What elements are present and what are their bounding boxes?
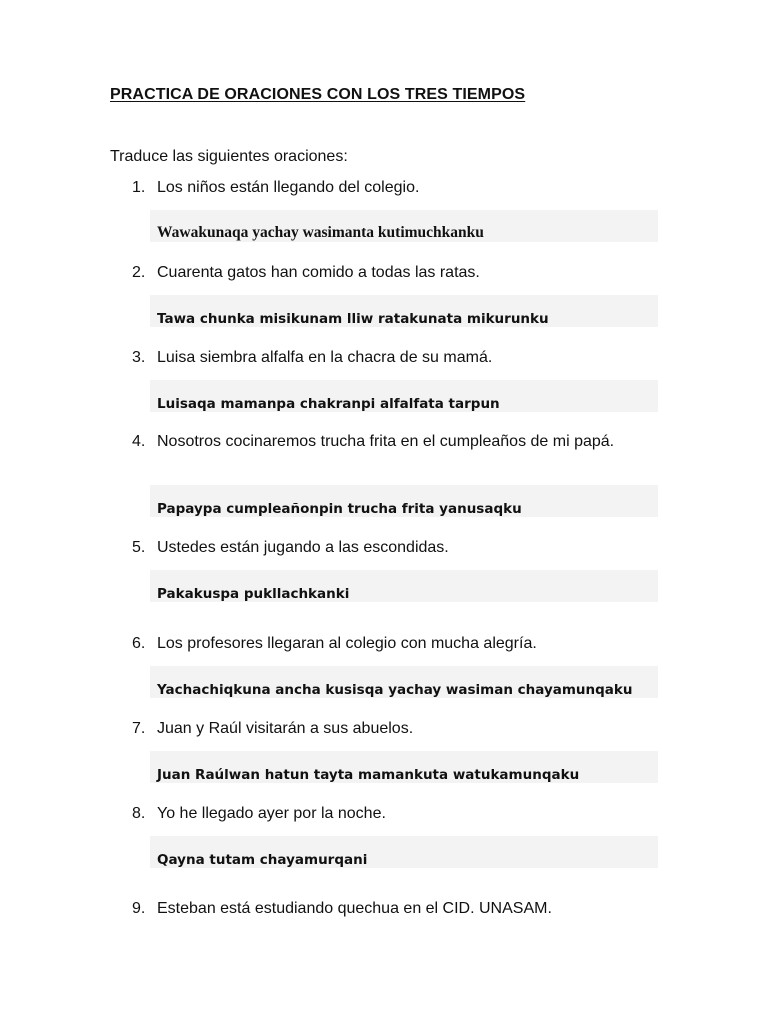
item-sentence: Los profesores llegaran al colegio con mucha alegría. bbox=[157, 635, 537, 652]
item-number: 2. bbox=[132, 264, 146, 281]
item-number: 1. bbox=[132, 179, 146, 196]
item-number: 3. bbox=[132, 349, 146, 366]
answer-field bbox=[150, 836, 658, 868]
item-number: 7. bbox=[132, 720, 146, 737]
item-number: 8. bbox=[132, 805, 146, 822]
item-sentence: Luisa siembra alfalfa en la chacra de su mamá. bbox=[157, 349, 493, 366]
item-sentence: Nosotros cocinaremos trucha frita en el cumpleaños de mi papá. bbox=[157, 433, 615, 450]
answer-text: Juan Raúlwan hatun tayta mamankuta watukamunqaku bbox=[157, 767, 580, 783]
answer-field bbox=[150, 380, 658, 412]
instruction-text: Traduce las siguientes oraciones: bbox=[110, 148, 348, 165]
answer-field bbox=[150, 485, 658, 517]
answer-text: Pakakuspa pukllachkanki bbox=[157, 586, 350, 602]
item-sentence: Los niños están llegando del colegio. bbox=[157, 179, 420, 196]
answer-text: Wawakunaqa yachay wasimanta kutimuchkanku bbox=[157, 224, 484, 241]
item-sentence: Cuarenta gatos han comido a todas las ratas. bbox=[157, 264, 480, 281]
item-number: 6. bbox=[132, 635, 146, 652]
answer-field bbox=[150, 751, 658, 783]
page-title: PRACTICA DE ORACIONES CON LOS TRES TIEMPOS bbox=[110, 86, 526, 103]
item-sentence: Esteban está estudiando quechua en el CID. UNASAM. bbox=[157, 900, 552, 917]
answer-text: Yachachiqkuna ancha kusisqa yachay wasiman chayamunqaku bbox=[157, 682, 633, 698]
item-number: 4. bbox=[132, 433, 146, 450]
answer-field bbox=[150, 210, 658, 242]
item-number: 9. bbox=[132, 900, 146, 917]
item-sentence: Ustedes están jugando a las escondidas. bbox=[157, 539, 449, 556]
item-number: 5. bbox=[132, 539, 146, 556]
answer-field bbox=[150, 666, 658, 698]
answer-text: Papaypa cumpleañonpin trucha frita yanusaqku bbox=[157, 501, 522, 517]
item-sentence: Yo he llegado ayer por la noche. bbox=[157, 805, 386, 822]
answer-field bbox=[150, 295, 658, 327]
answer-field bbox=[150, 570, 658, 602]
answer-text: Luisaqa mamanpa chakranpi alfalfata tarpun bbox=[157, 396, 500, 412]
item-sentence: Juan y Raúl visitarán a sus abuelos. bbox=[157, 720, 414, 737]
answer-text: Qayna tutam chayamurqani bbox=[157, 852, 368, 868]
answer-text: Tawa chunka misikunam lliw ratakunata mikurunku bbox=[157, 311, 549, 327]
